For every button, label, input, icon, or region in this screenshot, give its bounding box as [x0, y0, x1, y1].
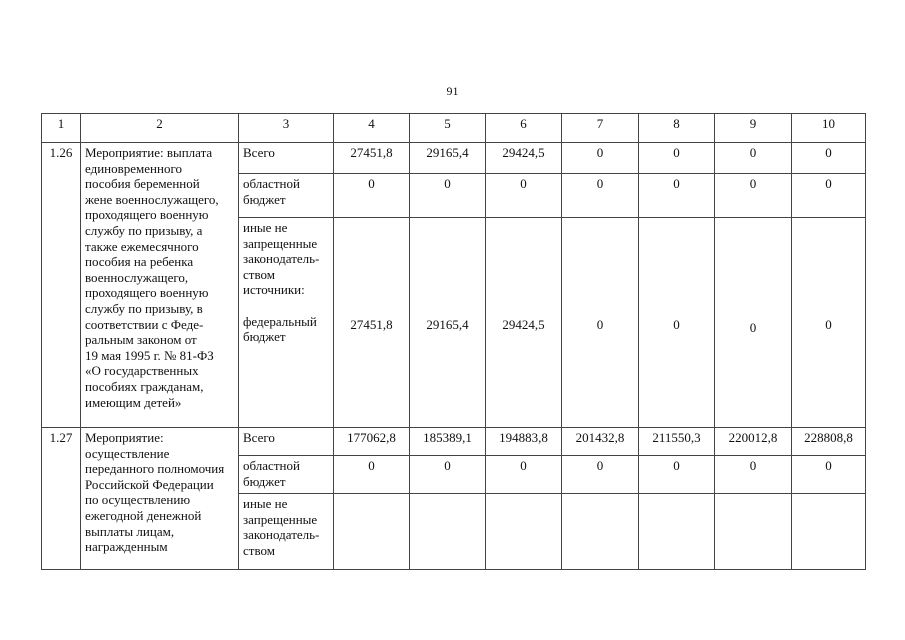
column-header: 4	[334, 114, 410, 143]
value-cell: 0	[715, 143, 792, 174]
funding-source	[239, 218, 334, 428]
value-cell	[410, 494, 486, 570]
row-code: 1.26	[42, 143, 81, 428]
value-cell	[562, 218, 639, 428]
value-cell	[486, 494, 562, 570]
description-line: ральным законом от	[85, 332, 197, 348]
column-header: 5	[410, 114, 486, 143]
value-cell: 0	[486, 174, 562, 218]
value-cell	[334, 218, 410, 428]
description-line: Российской Федерации	[85, 476, 214, 492]
funding-source-line: областной	[243, 458, 300, 473]
funding-source-line: областной	[243, 176, 300, 191]
funding-source	[239, 428, 334, 456]
description-line: пособия беременной	[85, 176, 200, 192]
funding-subsource-line: бюджет	[243, 329, 286, 345]
value-cell: 0	[715, 456, 792, 494]
value-cell: 0	[715, 174, 792, 218]
value-cell	[639, 218, 715, 428]
description-line: переданного полномочия	[85, 461, 225, 477]
value-cell: 211550,3	[639, 428, 715, 456]
value-cell	[334, 494, 410, 570]
description-line: по осуществлению	[85, 492, 191, 508]
description-line: единовременного	[85, 160, 182, 176]
column-header: 2	[81, 114, 239, 143]
column-header: 9	[715, 114, 792, 143]
description-line: соответствии с Феде-	[85, 316, 204, 332]
value-cell	[715, 494, 792, 570]
funding-source-line: Всего	[243, 145, 275, 160]
description-line: награжденным	[85, 539, 168, 555]
value-cell: 27451,8	[334, 143, 410, 174]
value-cell: 29165,4	[410, 143, 486, 174]
value-text: 0	[749, 319, 757, 335]
funding-source-line: бюджет	[243, 473, 286, 489]
value-text: 0	[596, 316, 604, 332]
funding-source-line: ством	[243, 542, 275, 558]
line-spacer	[243, 298, 329, 314]
value-cell: 0	[792, 143, 866, 174]
value-cell	[639, 494, 715, 570]
description-line: жене военнослужащего,	[85, 191, 219, 207]
description-line: имеющим детей»	[85, 394, 182, 410]
value-cell: 228808,8	[792, 428, 866, 456]
value-cell: 0	[334, 174, 410, 218]
funding-subsource-line: федеральный	[243, 313, 317, 329]
funding-source-line: запрещенные	[243, 511, 318, 527]
description-line: пособиях гражданам,	[85, 378, 204, 394]
value-cell	[410, 218, 486, 428]
value-cell: 0	[562, 174, 639, 218]
description-line: пособия на ребенка	[85, 254, 194, 270]
value-cell: 0	[486, 456, 562, 494]
table-body	[42, 114, 866, 570]
value-cell: 29424,5	[486, 143, 562, 174]
funding-source	[239, 174, 334, 218]
row-description	[81, 143, 239, 428]
description-line: проходящего военную	[85, 285, 209, 301]
value-text: 29424,5	[502, 316, 545, 332]
value-cell	[715, 218, 792, 428]
row-description	[81, 428, 239, 570]
value-cell: 0	[639, 174, 715, 218]
description-line: ежегодной денежной	[85, 507, 202, 523]
value-text: 27451,8	[350, 316, 393, 332]
funding-source-line: законодатель-	[243, 527, 320, 543]
description-line: службу по призыву, в	[85, 300, 203, 316]
value-cell: 0	[334, 456, 410, 494]
value-cell: 177062,8	[334, 428, 410, 456]
value-cell: 0	[792, 174, 866, 218]
column-header: 8	[639, 114, 715, 143]
funding-source-line: законодатель-	[243, 251, 320, 267]
funding-source-line: запрещенные	[243, 235, 318, 251]
value-cell: 185389,1	[410, 428, 486, 456]
value-cell	[562, 494, 639, 570]
funding-source-line: Всего	[243, 430, 275, 445]
value-cell: 0	[410, 174, 486, 218]
table-row	[42, 143, 866, 174]
value-cell	[486, 218, 562, 428]
column-header: 6	[486, 114, 562, 143]
funding-source-line: источники:	[243, 282, 305, 298]
description-line: 19 мая 1995 г. № 81-ФЗ	[85, 347, 214, 363]
value-cell	[792, 218, 866, 428]
value-text: 0	[673, 316, 680, 332]
funding-source-line: бюджет	[243, 191, 286, 207]
value-cell: 0	[562, 456, 639, 494]
budget-table	[41, 113, 866, 570]
funding-source	[239, 494, 334, 570]
funding-source	[239, 143, 334, 174]
funding-source-line: иные не	[243, 220, 288, 235]
description-line: Мероприятие:	[85, 430, 164, 445]
description-line: выплаты лицам,	[85, 523, 175, 539]
value-text: 0	[825, 316, 832, 332]
funding-source	[239, 456, 334, 494]
funding-source-line: иные не	[243, 496, 288, 511]
column-header: 10	[792, 114, 866, 143]
value-cell: 194883,8	[486, 428, 562, 456]
description-line: также ежемесячного	[85, 238, 199, 254]
description-line: военнослужащего,	[85, 269, 189, 285]
value-cell: 0	[792, 456, 866, 494]
page-number: 91	[446, 84, 459, 98]
column-header: 1	[42, 114, 81, 143]
row-code: 1.27	[42, 428, 81, 570]
value-cell: 220012,8	[715, 428, 792, 456]
description-line: «О государственных	[85, 363, 199, 379]
header-row	[42, 114, 866, 143]
column-header: 7	[562, 114, 639, 143]
table-row	[42, 428, 866, 456]
value-cell: 0	[639, 143, 715, 174]
description-line: осуществление	[85, 445, 170, 461]
description-line: службу по призыву, а	[85, 222, 203, 238]
description-line: проходящего военную	[85, 207, 209, 223]
value-cell: 0	[562, 143, 639, 174]
value-cell: 201432,8	[562, 428, 639, 456]
description-line: Мероприятие: выплата	[85, 145, 213, 160]
funding-source-line: ством	[243, 266, 275, 282]
value-cell: 0	[639, 456, 715, 494]
value-cell	[792, 494, 866, 570]
value-cell: 0	[410, 456, 486, 494]
column-header: 3	[239, 114, 334, 143]
value-text: 29165,4	[426, 316, 469, 332]
